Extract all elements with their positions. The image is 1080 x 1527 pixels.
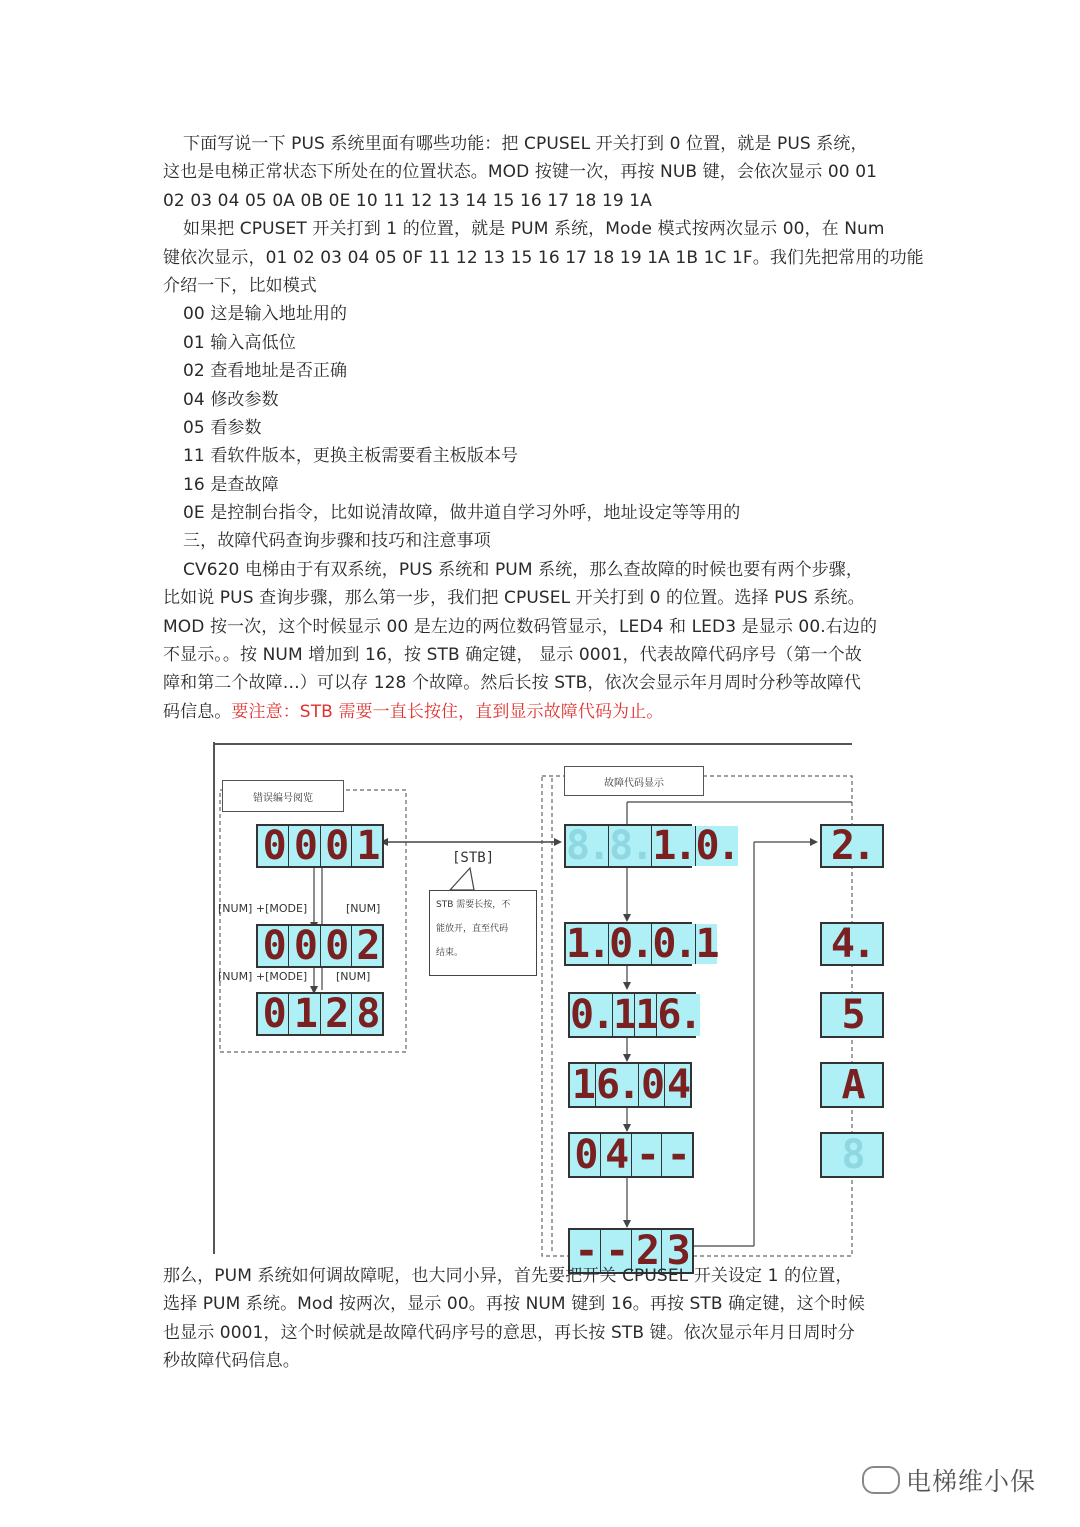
num-mode-label: [NUM] +[MODE] (218, 970, 308, 983)
digit: 1 (570, 1064, 596, 1106)
paragraph-line: 这也是电梯正常状态下所处在的位置状态。MOD 按键一次，再按 NUB 键，会依次显示 00 01 (163, 162, 878, 183)
stb-note-line: 能放开，直至代码 (436, 924, 509, 934)
stb-note-line: STB 需要长按，不 (436, 900, 511, 910)
digit: 4 (666, 1062, 689, 1108)
seven-seg-display (256, 992, 384, 1036)
digit: 1 (695, 921, 717, 967)
digit: - (601, 1230, 632, 1272)
paragraph-line (163, 698, 923, 726)
fault-code-diagram (212, 742, 874, 1274)
seven-seg-display (568, 992, 700, 1038)
digit: 2 (321, 994, 352, 1034)
paragraph-line: 02 03 04 05 0A 0B 0E 10 11 12 13 14 15 16 17 18 19 1A (163, 190, 652, 211)
digit: 1. (652, 823, 695, 869)
seven-seg-display-partial (820, 1062, 884, 1108)
stb-label: [STB] (452, 850, 495, 866)
seven-seg-display-partial (820, 992, 884, 1038)
mode-item: 0E 是控制台指令，比如说清故障，做井道自学习外呼，地址设定等等用的 (183, 503, 741, 524)
paragraph-line: 比如说 PUS 查询步骤，那么第一步，我们把 CPUSEL 开关打到 0 的位置。选择 PUS 系统。 (163, 588, 865, 609)
stb-note (429, 890, 537, 976)
digit: 0 (570, 1134, 601, 1176)
num-label: [NUM] (336, 970, 371, 983)
paragraph-line: MOD 按一次，这个时候显示 00 是左边的两位数码管显示，LED4 和 LED3 是显示 00.右边的 (163, 616, 878, 637)
mode-item: 02 查看地址是否正确 (183, 361, 348, 382)
digit: 5 (822, 994, 882, 1036)
digit: 0 (258, 826, 289, 866)
digit: 1. (566, 921, 609, 967)
paragraph-line: CV620 电梯由于有双系统，PUS 系统和 PUM 系统，那么查故障的时候也要有两个步骤， (183, 559, 864, 580)
mode-item: 00 这是输入地址用的 (183, 304, 348, 325)
num-mode-label: [NUM] +[MODE] (218, 902, 308, 915)
paragraph-text: 码信息。 (163, 701, 232, 722)
digit: 0 (289, 826, 320, 866)
seven-seg-display (564, 921, 717, 967)
mode-item: 04 修改参数 (183, 389, 279, 410)
wechat-icon (862, 1466, 900, 1494)
digit: 0 (258, 926, 289, 966)
digit: 6. (657, 992, 700, 1038)
digit: 1 (289, 994, 320, 1034)
paragraph-line: 介绍一下，比如模式 (163, 275, 317, 296)
watermark (862, 1462, 1036, 1498)
paragraph-line: 那么，PUM 系统如何调故障呢，也大同小异，首先要把开关 CPUSEL 开关设定 1 的位置， (163, 1266, 853, 1286)
paragraph-line: 也显示 0001，这个时候就是故障代码序号的意思，再长按 STB 键。依次显示年月日周时分 (163, 1322, 855, 1343)
mode-item: 11 看软件版本，更换主板需要看主板版本号 (183, 446, 519, 467)
digit: 1 (352, 826, 382, 866)
digit: - (632, 1134, 663, 1176)
seven-seg-display (256, 824, 384, 868)
digit: 2 (632, 1230, 663, 1272)
mode-item: 16 是查故障 (183, 474, 279, 495)
digit: - (570, 1230, 601, 1272)
warning-text: 要注意：STB 需要一直长按住，直到显示故障代码为止。 (231, 701, 664, 722)
paragraph-line: 不显示。。按 NUM 增加到 16，按 STB 确定键， 显示 0001，代表故障代码序号（第一个故 (163, 645, 862, 666)
digit: 1 (613, 992, 635, 1038)
section-heading: 三，故障代码查询步骤和技巧和注意事项 (183, 531, 491, 552)
seven-seg-display-partial (820, 1132, 884, 1178)
right-box-title: 故障代码显示 (564, 766, 704, 796)
paragraph-line: 秒故障代码信息。 (163, 1351, 300, 1372)
paragraph-line: 选择 PUM 系统。Mod 按两次，显示 00。再按 NUM 键到 16。再按 STB 确定键，这个时候 (163, 1294, 865, 1315)
digit: 2. (822, 826, 882, 866)
digit: 0 (321, 826, 352, 866)
digit: 0. (570, 992, 613, 1038)
seven-seg-display-partial (820, 824, 884, 868)
mode-item: 05 看参数 (183, 417, 262, 438)
digit: 4. (822, 924, 882, 964)
digit: 0 (321, 926, 352, 966)
seven-seg-display (568, 1132, 694, 1178)
digit: 1 (635, 992, 657, 1038)
seven-seg-display (256, 924, 384, 968)
num-label: [NUM] (346, 902, 381, 915)
document-body-after (163, 1262, 923, 1376)
digit: 0. (609, 921, 652, 967)
paragraph-line: 下面写说一下 PUS 系统里面有哪些功能：把 CPUSEL 开关打到 0 位置，就是 PUS 系统， (183, 134, 868, 154)
digit: 0 (289, 926, 320, 966)
digit: - (662, 1134, 692, 1176)
digit: 8 (822, 1134, 882, 1176)
digit: 4 (601, 1134, 632, 1176)
paragraph-line: 如果把 CPUSET 开关打到 1 的位置，就是 PUM 系统，Mode 模式按两次显示 00，在 Num (183, 219, 885, 240)
left-box-title: 错误编号阅览 (222, 780, 344, 812)
digit: 0 (258, 994, 289, 1034)
paragraph-line: 障和第二个故障…）可以存 128 个故障。然后长按 STB，依次会显示年月周时分秒等故障代 (163, 673, 861, 694)
digit: 8 (352, 994, 382, 1034)
digit: 0. (695, 823, 738, 869)
seven-seg-display (564, 823, 738, 869)
seven-seg-display (568, 1062, 692, 1108)
digit: 6. (595, 1062, 639, 1108)
document-body (163, 130, 923, 726)
digit: 3 (662, 1230, 692, 1272)
digit: 0. (652, 921, 695, 967)
digit: A (822, 1064, 882, 1106)
seven-seg-display-partial (820, 922, 884, 966)
watermark-text: 电梯维小保 (906, 1467, 1037, 1496)
digit: 8. (609, 823, 652, 869)
mode-item: 01 输入高低位 (183, 332, 296, 353)
digit: 0 (639, 1064, 665, 1106)
stb-note-line: 结束。 (436, 948, 464, 958)
paragraph-line: 键依次显示，01 02 03 04 05 0F 11 12 13 15 16 17 18 19 1A 1B 1C 1F。我们先把常用的功能 (163, 247, 924, 268)
digit: 2 (352, 926, 382, 966)
digit: 8. (566, 823, 609, 869)
